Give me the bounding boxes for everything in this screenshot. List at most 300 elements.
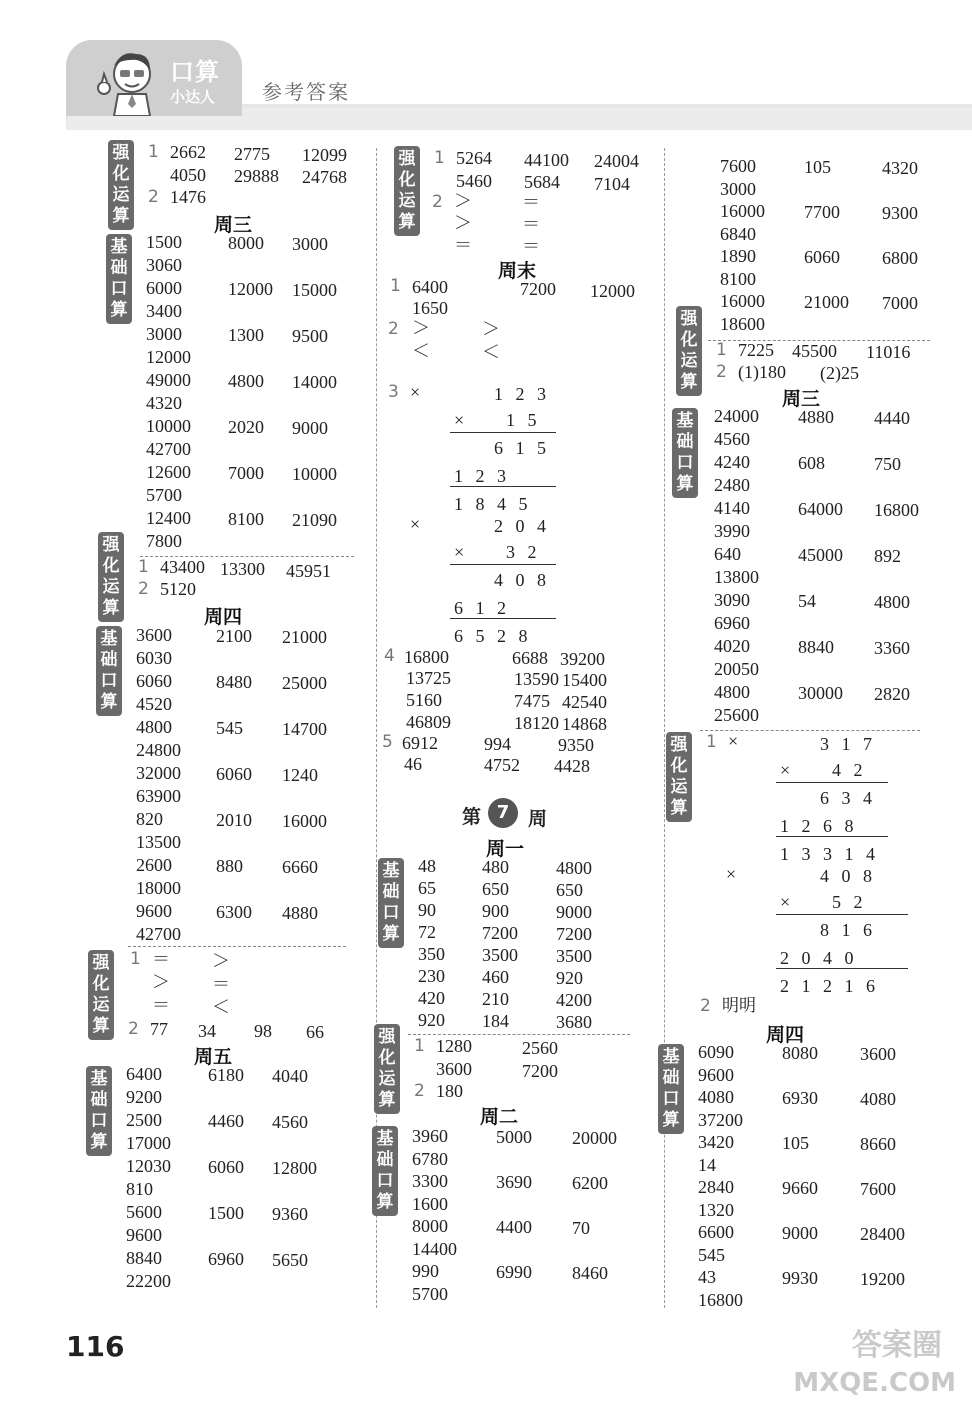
- label-jichu: 基础口算: [672, 408, 698, 498]
- multiply-sign: ×: [780, 760, 795, 780]
- answer: 明明: [722, 996, 756, 1016]
- answer: 4800: [136, 717, 172, 737]
- answer: 650: [482, 879, 509, 899]
- answer: 16000: [720, 201, 765, 221]
- answer: 7200: [482, 923, 518, 943]
- answer: 24004: [594, 151, 639, 171]
- section-title: 参考答案: [262, 80, 350, 104]
- answer: 12800: [272, 1158, 317, 1178]
- answer: 43400: [160, 557, 205, 577]
- answer: ＝: [522, 192, 540, 212]
- answer: 3690: [496, 1172, 532, 1192]
- answer: 13500: [136, 832, 181, 852]
- answer: 8460: [572, 1263, 608, 1283]
- answer: 2820: [874, 684, 910, 704]
- answer: 48: [418, 856, 436, 876]
- mascot-icon: [92, 44, 164, 116]
- week-number-prefix: 第: [462, 806, 482, 828]
- answer: 17000: [126, 1133, 171, 1153]
- answer: 4800: [556, 858, 592, 878]
- answer: 5700: [412, 1283, 448, 1304]
- answer: 640: [714, 544, 741, 564]
- answer: 3000: [720, 178, 756, 199]
- answer: 13300: [220, 559, 265, 579]
- answer: 4040: [272, 1066, 308, 1086]
- answer: 6180: [208, 1065, 244, 1085]
- answer: 9000: [556, 902, 592, 922]
- answer: 4560: [272, 1112, 308, 1132]
- answer: 4200: [556, 990, 592, 1010]
- page-number: 116: [66, 1330, 125, 1363]
- multiplication-line: 2 1 2 1 6: [780, 976, 879, 996]
- answer: 13590: [514, 669, 559, 689]
- answer: 14400: [412, 1238, 457, 1259]
- answer: ×: [726, 864, 737, 884]
- answer: 2020: [228, 417, 264, 437]
- multiplication-line: 3 2: [506, 542, 541, 562]
- answer: ×: [410, 382, 421, 402]
- answer: 43: [698, 1267, 716, 1287]
- answer: 9200: [126, 1087, 162, 1107]
- answer: 46809: [406, 712, 451, 732]
- answer: 16000: [720, 291, 765, 311]
- answer: 3960: [412, 1126, 448, 1146]
- answer: 1890: [720, 246, 756, 266]
- header-title: 口算: [170, 58, 220, 86]
- answer: 70: [572, 1218, 590, 1238]
- multiplication-line: 4 0 8: [820, 866, 876, 886]
- answer: 350: [418, 944, 445, 964]
- week-heading: 周一: [486, 838, 525, 860]
- answer: 2775: [234, 144, 270, 164]
- answer: 14868: [562, 714, 607, 734]
- rule-line: [450, 486, 556, 487]
- answer: 45500: [792, 341, 837, 361]
- answer: 5700: [146, 485, 182, 505]
- answer: 21000: [804, 292, 849, 312]
- item-number: 3: [388, 382, 399, 402]
- answer: 6960: [714, 613, 750, 633]
- answer: 2010: [216, 810, 252, 830]
- rule-line: [776, 968, 908, 969]
- item-number: 1: [130, 949, 141, 969]
- answer: 14700: [282, 719, 327, 739]
- item-number: 1: [390, 276, 401, 296]
- answer: 3090: [714, 590, 750, 610]
- answer: 24768: [302, 167, 347, 187]
- multiplication-line: 6 1 5: [494, 438, 550, 458]
- answer: ＝: [522, 236, 540, 256]
- answer: 22200: [126, 1271, 171, 1291]
- answer: 920: [556, 968, 583, 988]
- answer: 6960: [208, 1249, 244, 1269]
- answer: 8840: [798, 637, 834, 657]
- answer: 4800: [714, 682, 750, 702]
- answer: 1240: [282, 765, 318, 785]
- answer: 6660: [282, 857, 318, 877]
- answer: 16800: [404, 647, 449, 667]
- rule-line: [776, 914, 908, 915]
- answer: 6840: [720, 223, 756, 244]
- label-jichu: 基础口算: [96, 626, 122, 716]
- answer: 9600: [698, 1064, 734, 1085]
- answer: 545: [216, 718, 243, 738]
- multiplication-line: 1 2 3: [454, 466, 510, 486]
- answer: 90: [418, 900, 436, 920]
- answer: (1)180: [738, 362, 786, 382]
- answer: 6060: [804, 247, 840, 267]
- answer: 8100: [228, 509, 264, 529]
- multiplication-line: 2 0 4 0: [780, 948, 858, 968]
- answer: 6300: [216, 902, 252, 922]
- item-number: 1: [148, 142, 159, 162]
- answer: 5120: [160, 579, 196, 599]
- multiplication-line: 3 1 7: [820, 734, 876, 754]
- item-number: 1: [138, 557, 149, 577]
- answer: 6060: [208, 1157, 244, 1177]
- answer: 3000: [146, 324, 182, 344]
- multiply-sign: ×: [780, 892, 795, 912]
- answer: 750: [874, 454, 901, 474]
- answer: 7475: [514, 691, 550, 711]
- answer: 5160: [406, 690, 442, 710]
- multiplication-line: 1 5: [506, 410, 541, 430]
- item-number: 2: [432, 192, 443, 212]
- answer: 6780: [412, 1148, 448, 1169]
- answer: 480: [482, 857, 509, 877]
- answer: 230: [418, 966, 445, 986]
- answer: 3400: [146, 301, 182, 321]
- answer: 6200: [572, 1173, 608, 1193]
- answer: 4800: [228, 371, 264, 391]
- item-number: 1: [434, 148, 445, 168]
- answer: ＝: [454, 235, 472, 255]
- answer: 20050: [714, 659, 759, 679]
- answer: 994: [484, 734, 511, 754]
- label-qianghua: 强化运算: [666, 732, 692, 822]
- answer: 15000: [292, 280, 337, 300]
- multiplication-line: 1 8 4 5: [454, 494, 532, 514]
- multiply-sign: ×: [454, 542, 469, 562]
- answer: 920: [418, 1010, 445, 1030]
- answer: 45000: [798, 545, 843, 565]
- multiplication-line: 1 2 6 8: [780, 816, 858, 836]
- answer: 42700: [136, 924, 181, 944]
- rule-line: [450, 432, 556, 433]
- answer: 10000: [292, 464, 337, 484]
- multiplication-line: 6 3 4: [820, 788, 876, 808]
- week-heading: 周四: [766, 1024, 805, 1046]
- week-number-suffix: 周: [528, 808, 548, 830]
- multiplication-line: 6 5 2 8: [454, 626, 532, 646]
- answer: 32000: [136, 763, 181, 783]
- multiplication-line: 4 2: [832, 760, 867, 780]
- answer: 10000: [146, 416, 191, 436]
- answer: 880: [216, 856, 243, 876]
- answer: 1320: [698, 1199, 734, 1220]
- multiplication-line: 5 2: [832, 892, 867, 912]
- answer: 16000: [282, 811, 327, 831]
- answer: 3000: [292, 234, 328, 254]
- answer: 3600: [436, 1059, 472, 1079]
- divider: [128, 946, 346, 947]
- item-number: 2: [148, 187, 159, 207]
- answer: 7200: [520, 279, 556, 299]
- multiplication-line: 1 2 3: [494, 384, 550, 404]
- answer: 1280: [436, 1036, 472, 1056]
- answer: 3420: [698, 1132, 734, 1152]
- item-number: 1: [414, 1036, 425, 1056]
- answer: 7000: [882, 293, 918, 313]
- answer: ＜: [212, 997, 230, 1017]
- answer: 460: [482, 967, 509, 987]
- week-heading: 周三: [782, 388, 821, 410]
- answer: 54: [798, 591, 816, 611]
- answer: 5600: [126, 1202, 162, 1222]
- label-jichu: 基础口算: [658, 1044, 684, 1134]
- answer: 16800: [698, 1289, 743, 1310]
- week-number-badge: 7: [488, 798, 518, 828]
- answer: 6800: [882, 248, 918, 268]
- answer: 4880: [282, 903, 318, 923]
- answer: 8660: [860, 1134, 896, 1154]
- label-jichu: 基础口算: [86, 1066, 112, 1156]
- answer: 5650: [272, 1250, 308, 1270]
- answer: 28400: [860, 1224, 905, 1244]
- answer: 3500: [482, 945, 518, 965]
- answer: 25600: [714, 705, 759, 725]
- multiplication-line: 6 1 2: [454, 598, 510, 618]
- answer: 5000: [496, 1127, 532, 1147]
- label-qianghua: 强化运算: [98, 532, 124, 622]
- answer: 210: [482, 989, 509, 1009]
- label-qianghua: 强化运算: [88, 950, 114, 1040]
- answer: 180: [436, 1081, 463, 1101]
- answer: 3600: [136, 625, 172, 645]
- answer: 46: [404, 754, 422, 774]
- answer: 21090: [292, 510, 337, 530]
- answer: 5264: [456, 148, 492, 168]
- answer: 6600: [698, 1222, 734, 1242]
- divider: [408, 1034, 630, 1035]
- answer: 6030: [136, 648, 172, 668]
- answer: 3060: [146, 255, 182, 275]
- answer: 8100: [720, 268, 756, 289]
- answer: 6912: [402, 733, 438, 753]
- answer: 18600: [720, 313, 765, 334]
- answer: 7800: [146, 531, 182, 551]
- answer: 4428: [554, 756, 590, 776]
- answer: 8840: [126, 1248, 162, 1268]
- label-jichu: 基础口算: [372, 1126, 398, 1216]
- answer: 65: [418, 878, 436, 898]
- answer: ×: [410, 514, 421, 534]
- answer: 25000: [282, 673, 327, 693]
- answer: 3360: [874, 638, 910, 658]
- rule-line: [450, 564, 556, 565]
- answer: 3680: [556, 1012, 592, 1032]
- answer: ＞: [152, 972, 170, 992]
- answer: 7600: [860, 1179, 896, 1199]
- answer: 12000: [146, 347, 191, 367]
- answer: 9360: [272, 1204, 308, 1224]
- answer: ＜: [412, 341, 430, 361]
- answer: ＞: [482, 319, 500, 339]
- answer: 24000: [714, 406, 759, 426]
- answer: 5460: [456, 171, 492, 191]
- answer: 4520: [136, 694, 172, 714]
- answer: 6060: [136, 671, 172, 691]
- answer: 810: [126, 1179, 153, 1199]
- answer: 7600: [720, 156, 756, 176]
- item-number: 2: [388, 319, 399, 339]
- rule-line: [776, 782, 888, 783]
- answer: 12099: [302, 145, 347, 165]
- answer: 12600: [146, 462, 191, 482]
- answer: 1500: [208, 1203, 244, 1223]
- answer: ＞: [454, 191, 472, 211]
- answer: 16800: [874, 500, 919, 520]
- answer: 6990: [496, 1262, 532, 1282]
- answer: 44100: [524, 150, 569, 170]
- answer: 18120: [514, 713, 559, 733]
- answer: 6090: [698, 1042, 734, 1062]
- answer: 7200: [556, 924, 592, 944]
- answer: 12400: [146, 508, 191, 528]
- answer: ＞: [212, 951, 230, 971]
- label-qianghua: 强化运算: [394, 146, 420, 236]
- answer: 1600: [412, 1193, 448, 1214]
- answer: 6000: [146, 278, 182, 298]
- answer: 105: [804, 157, 831, 177]
- answer: 6400: [126, 1064, 162, 1084]
- answer: 12000: [590, 281, 635, 301]
- answer: 2560: [522, 1038, 558, 1058]
- answer: 1650: [412, 298, 448, 318]
- multiplication-line: 2 0 4: [494, 516, 550, 536]
- answer: ＝: [152, 995, 170, 1015]
- answer: 21000: [282, 627, 327, 647]
- label-qianghua: 强化运算: [374, 1024, 400, 1114]
- answer: 6688: [512, 648, 548, 668]
- item-number: 5: [382, 732, 393, 752]
- answer: 9350: [558, 735, 594, 755]
- answer: 3600: [860, 1044, 896, 1064]
- answer: 42540: [562, 692, 607, 712]
- header-subtitle: 小达人: [170, 88, 216, 106]
- answer: 37200: [698, 1109, 743, 1130]
- answer: 2480: [714, 475, 750, 495]
- answer: 30000: [798, 683, 843, 703]
- answer: 4880: [798, 407, 834, 427]
- answer: 12030: [126, 1156, 171, 1176]
- answer: ＞: [454, 213, 472, 233]
- week-heading: 周四: [204, 606, 243, 628]
- answer: 8000: [228, 233, 264, 253]
- answer: 42700: [146, 439, 191, 459]
- answer: 8080: [782, 1043, 818, 1063]
- answer: 4050: [170, 165, 206, 185]
- answer: 24800: [136, 740, 181, 760]
- answer: 4400: [496, 1217, 532, 1237]
- answer: 4240: [714, 452, 750, 472]
- answer: 608: [798, 453, 825, 473]
- answer: 5684: [524, 172, 560, 192]
- answer: 9000: [782, 1223, 818, 1243]
- rule-line: [776, 836, 888, 837]
- label-qianghua: 强化运算: [108, 140, 134, 230]
- multiplication-line: 1 3 3 1 4: [780, 844, 879, 864]
- answer: 19200: [860, 1269, 905, 1289]
- answer: 4800: [874, 592, 910, 612]
- answer: 105: [782, 1133, 809, 1153]
- answer: 13725: [406, 668, 451, 688]
- answer: 420: [418, 988, 445, 1008]
- item-number: 1: [716, 340, 727, 360]
- answer: 3990: [714, 521, 750, 541]
- answer: 6400: [412, 277, 448, 297]
- answer: 9000: [292, 418, 328, 438]
- answer: 14: [698, 1154, 716, 1175]
- answer: (2)25: [820, 363, 859, 383]
- answer: 8480: [216, 672, 252, 692]
- item-number: 2: [128, 1019, 139, 1039]
- answer: 2840: [698, 1177, 734, 1197]
- answer: 4440: [874, 408, 910, 428]
- answer: 545: [698, 1244, 725, 1265]
- answer: 892: [874, 546, 901, 566]
- answer: 72: [418, 922, 436, 942]
- week-heading: 周三: [214, 214, 253, 236]
- rule-line: [450, 618, 556, 619]
- answer: 9930: [782, 1268, 818, 1288]
- answer: 9500: [292, 326, 328, 346]
- answer: 7225: [738, 340, 774, 360]
- item-number: 2: [414, 1081, 425, 1101]
- answer: 6060: [216, 764, 252, 784]
- watermark-logo: 答案圈: [852, 1328, 942, 1363]
- answer: ＝: [212, 974, 230, 994]
- answer: 29888: [234, 166, 279, 186]
- answer: 4020: [714, 636, 750, 656]
- answer: 1300: [228, 325, 264, 345]
- answer: 990: [412, 1261, 439, 1281]
- answer: 3500: [556, 946, 592, 966]
- answer: 64000: [798, 499, 843, 519]
- answer: 77: [150, 1019, 168, 1039]
- week-heading: 周二: [480, 1106, 519, 1128]
- answer: 1500: [146, 232, 182, 252]
- answer: 39200: [560, 649, 605, 669]
- answer: 4320: [882, 158, 918, 178]
- answer: 2600: [136, 855, 172, 875]
- multiply-sign: ×: [454, 410, 469, 430]
- label-jichu: 基础口算: [106, 234, 132, 324]
- item-number: 1: [706, 732, 717, 752]
- watermark-site: MXQE.COM: [793, 1368, 956, 1398]
- answer: 7104: [594, 174, 630, 194]
- item-number: 2: [716, 362, 727, 382]
- answer: 15400: [562, 670, 607, 690]
- answer: 4320: [146, 393, 182, 413]
- item-number: 4: [384, 646, 395, 666]
- multiplication-line: 4 0 8: [494, 570, 550, 590]
- answer: 9300: [882, 203, 918, 223]
- answer: 11016: [866, 342, 911, 362]
- answer: 98: [254, 1021, 272, 1041]
- answer: 7000: [228, 463, 264, 483]
- answer: 4560: [714, 429, 750, 449]
